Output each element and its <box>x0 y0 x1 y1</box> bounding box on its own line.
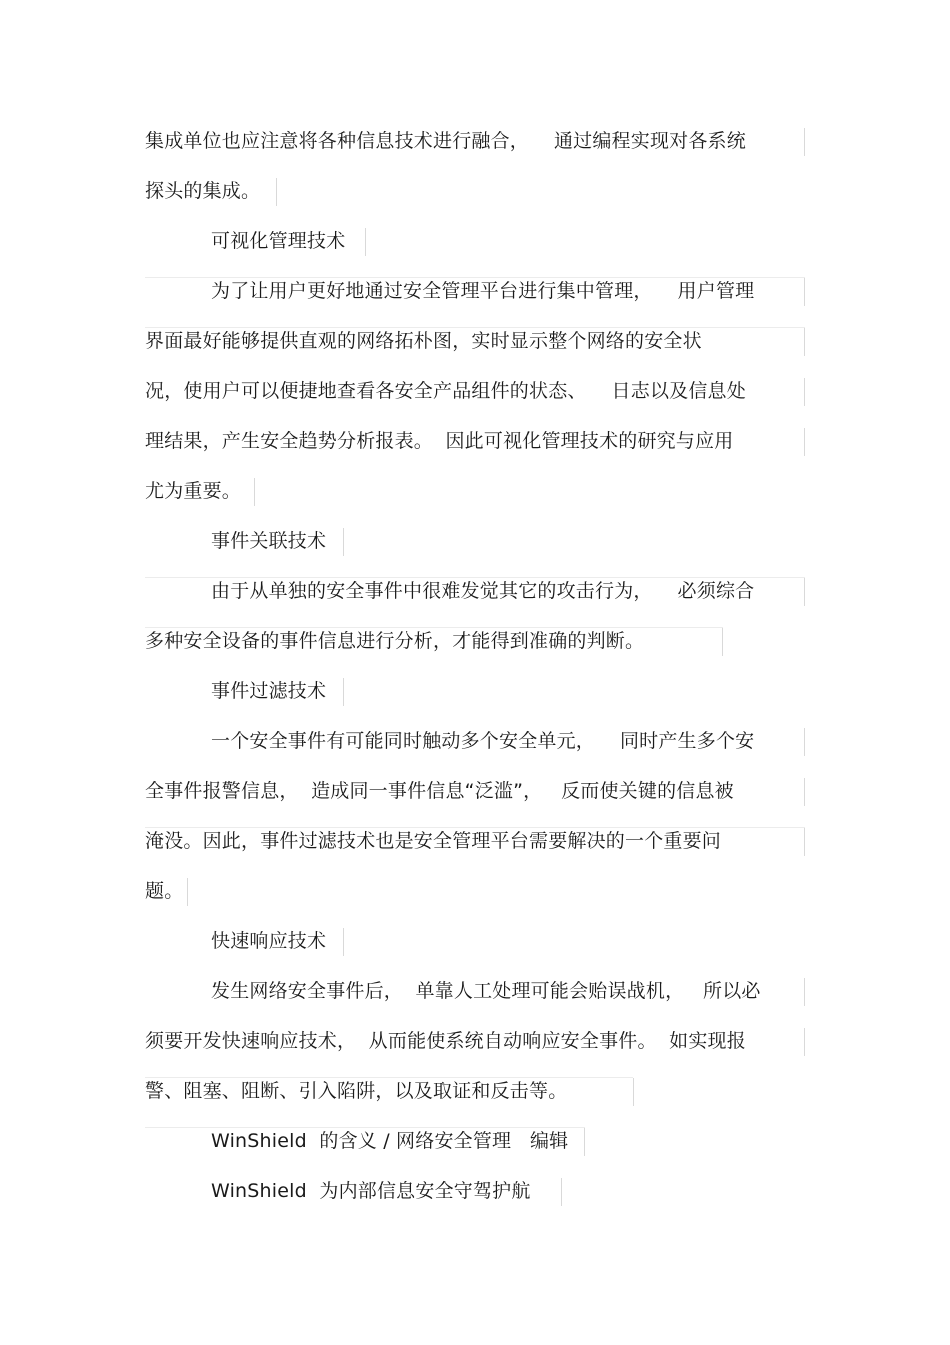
paragraph-line: 尤为重要。 <box>145 480 242 502</box>
paragraph-line: 探头的集成。 <box>145 180 261 202</box>
line-end-marker <box>365 228 366 256</box>
paragraph-line: 界面最好能够提供直观的网络拓朴图，实时显示整个网络的安全状 <box>145 330 702 352</box>
line-end-marker <box>254 478 255 506</box>
paragraph-line: 全事件报警信息， 造成同一事件信息“泛滥”， 反而使关键的信息被 <box>145 780 734 802</box>
paragraph-line: 集成单位也应注意将各种信息技术进行融合， 通过编程实现对各系统 <box>145 130 746 152</box>
line-end-marker <box>633 1078 634 1106</box>
line-end-marker <box>343 678 344 706</box>
paragraph-line: 警、阻塞、阻断、引入陷阱，以及取证和反击等。 <box>145 1080 568 1102</box>
line-end-marker <box>804 578 805 606</box>
section-heading: WinShield 的含义 / 网络安全管理 编辑 <box>211 1130 569 1152</box>
section-heading: 事件关联技术 <box>211 530 327 552</box>
paragraph-line: 题。 <box>145 880 184 902</box>
line-end-marker <box>722 628 723 656</box>
paragraph-line: 一个安全事件有可能同时触动多个安全单元， 同时产生多个安 <box>211 730 755 752</box>
paragraph-line: 为了让用户更好地通过安全管理平台进行集中管理， 用户管理 <box>211 280 755 302</box>
paragraph-line: 况，使用户可以便捷地查看各安全产品组件的状态、 日志以及信息处 <box>145 380 746 402</box>
line-end-marker <box>804 728 805 756</box>
line-end-marker <box>804 428 805 456</box>
paragraph-line: 由于从单独的安全事件中很难发觉其它的攻击行为， 必须综合 <box>211 580 755 602</box>
line-end-marker <box>584 1128 585 1156</box>
paragraph-line: 淹没。因此，事件过滤技术也是安全管理平台需要解决的一个重要问 <box>145 830 722 852</box>
paragraph-line: WinShield 为内部信息安全守驾护航 <box>211 1180 531 1202</box>
line-end-marker <box>804 978 805 1006</box>
line-end-marker <box>804 128 805 156</box>
paragraph-line: 理结果，产生安全趋势分析报表。 因此可视化管理技术的研究与应用 <box>145 430 734 452</box>
section-heading: 事件过滤技术 <box>211 680 327 702</box>
line-end-marker <box>804 378 805 406</box>
paragraph-line: 发生网络安全事件后， 单靠人工处理可能会贻误战机， 所以必 <box>211 980 761 1002</box>
line-end-marker <box>804 828 805 856</box>
section-heading: 可视化管理技术 <box>211 230 346 252</box>
line-end-marker <box>561 1178 562 1206</box>
paragraph-line: 多种安全设备的事件信息进行分析，才能得到准确的判断。 <box>145 630 645 652</box>
line-end-marker <box>804 278 805 306</box>
line-end-marker <box>343 528 344 556</box>
line-end-marker <box>804 1028 805 1056</box>
paragraph-line: 须要开发快速响应技术， 从而能使系统自动响应安全事件。 如实现报 <box>145 1030 746 1052</box>
line-end-marker <box>276 178 277 206</box>
section-heading: 快速响应技术 <box>211 930 327 952</box>
line-end-marker <box>804 328 805 356</box>
line-end-marker <box>187 878 188 906</box>
line-end-marker <box>343 928 344 956</box>
line-end-marker <box>804 778 805 806</box>
